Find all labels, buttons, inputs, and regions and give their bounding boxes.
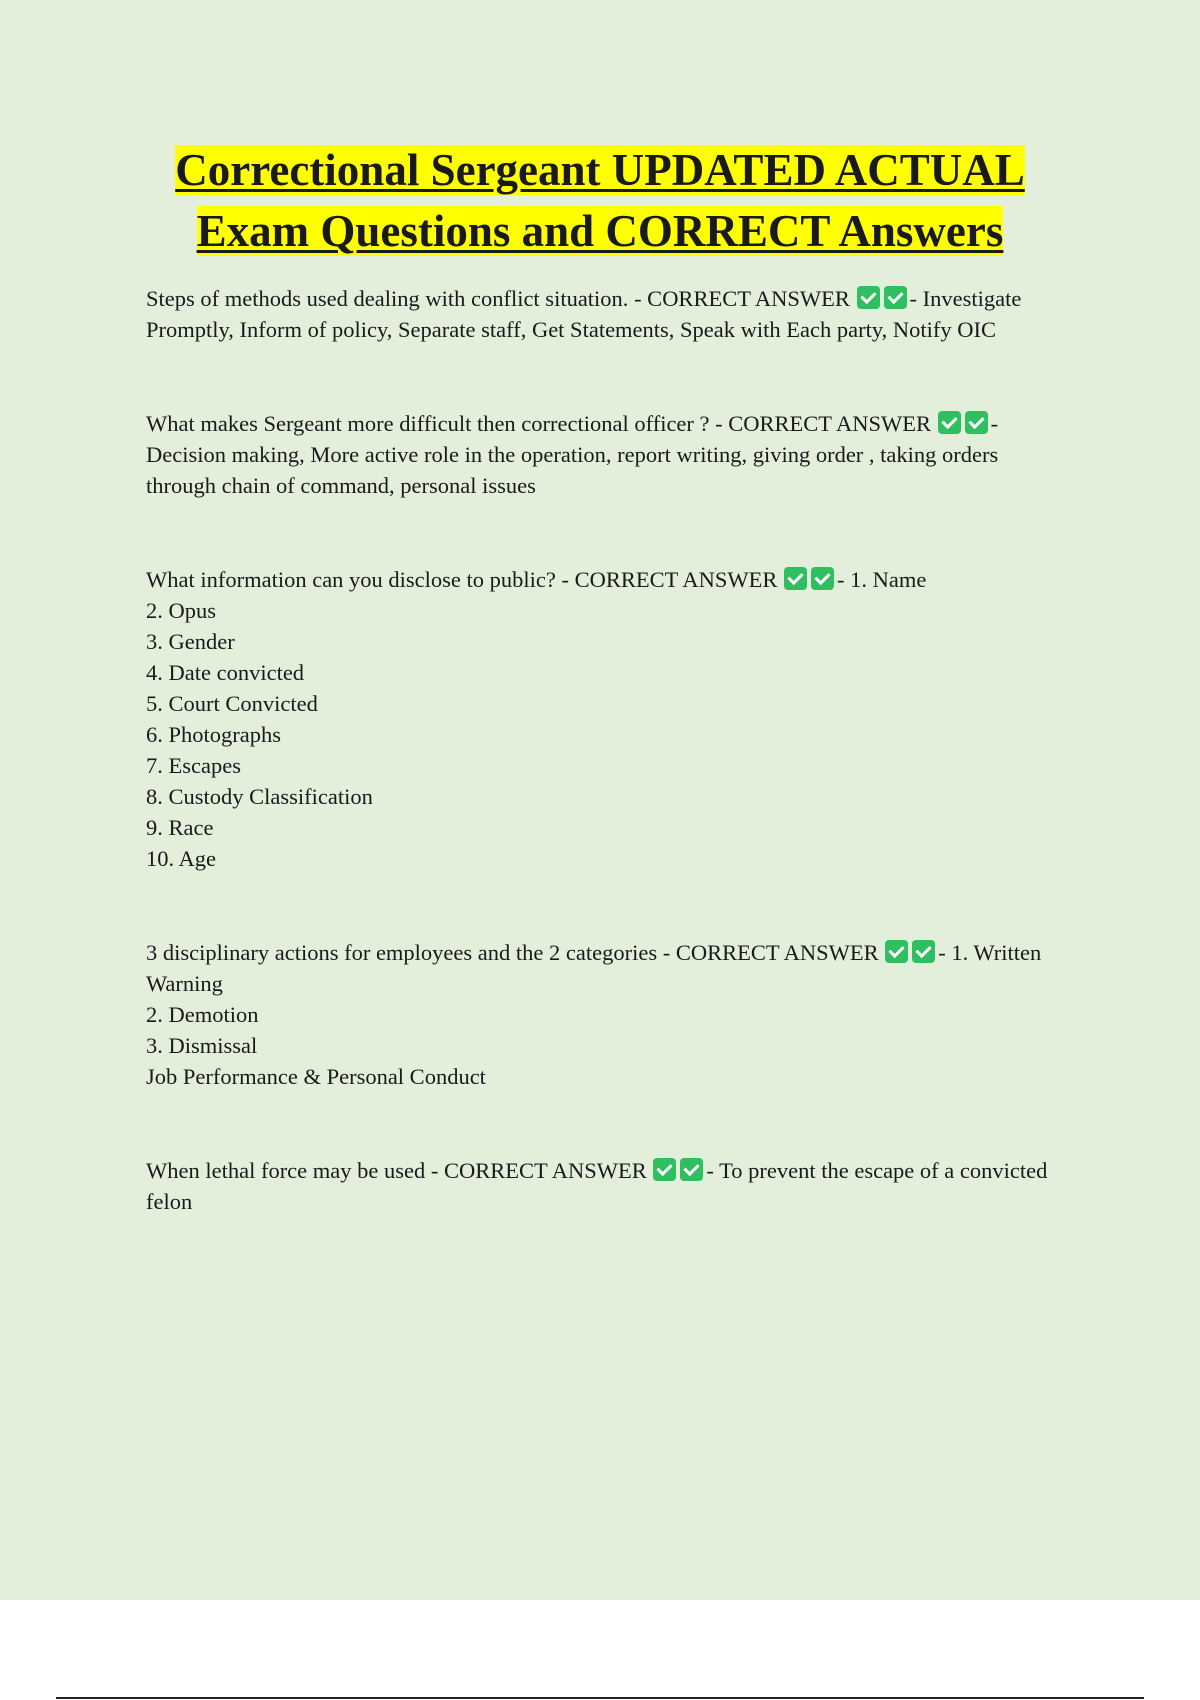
answer-text: Investigate Promptly, Inform of policy, Separate staff, Get Statements, Speak with Each party, Notify OIC bbox=[146, 286, 1022, 342]
checkmark-box-icon bbox=[938, 411, 961, 434]
answer-marker: - CORRECT ANSWER bbox=[662, 940, 879, 965]
answer-list-item: 2. Opus bbox=[146, 598, 217, 623]
checkmark-box-icon bbox=[912, 940, 935, 963]
answer-text: Decision making, More active role in the operation, report writing, giving order , taking orders through chain of command, personal issues bbox=[146, 442, 999, 498]
answer-list-item: 7. Escapes bbox=[146, 753, 241, 778]
qa-text: When lethal force may be used - CORRECT ANSWER - To prevent the escape of a convicted felon bbox=[146, 1158, 1048, 1214]
question-text: 3 disciplinary actions for employees and the 2 categories bbox=[146, 940, 658, 965]
qa-item bbox=[146, 564, 1066, 874]
checkmark-box-icon bbox=[653, 1158, 676, 1181]
answer-list-item: 9. Race bbox=[146, 815, 214, 840]
answer-text: 1. Written Warning bbox=[146, 940, 1042, 996]
checkmark-box-icon bbox=[884, 286, 907, 309]
answer-marker: - CORRECT ANSWER bbox=[634, 286, 850, 311]
checkmark-box-icon bbox=[885, 940, 908, 963]
answer-list-item: Job Performance & Personal Conduct bbox=[146, 1064, 486, 1089]
checkmark-box-icon bbox=[680, 1158, 703, 1181]
answer-list-item: 2. Demotion bbox=[146, 1002, 259, 1027]
qa-text: What makes Sergeant more difficult then correctional officer ? - CORRECT ANSWER - Decision making, More active role in the operation, report writing, giving order , taking orders through chain of command, personal issues bbox=[146, 411, 999, 498]
answer-list-item: 3. Dismissal bbox=[146, 1033, 258, 1058]
answer-text: 1. Name bbox=[850, 567, 927, 592]
checkmark-box-icon bbox=[784, 567, 807, 590]
answer-marker: - CORRECT ANSWER bbox=[430, 1158, 647, 1183]
title-line-1: Correctional Sergeant UPDATED ACTUAL bbox=[175, 145, 1025, 195]
answer-list-item: 3. Gender bbox=[146, 629, 235, 654]
answer-list-item: 8. Custody Classification bbox=[146, 784, 373, 809]
answer-list-item: 5. Court Convicted bbox=[146, 691, 318, 716]
answer-marker: - CORRECT ANSWER bbox=[561, 567, 778, 592]
qa-list bbox=[146, 283, 1066, 1280]
title-line-2: Exam Questions and CORRECT Answers bbox=[196, 206, 1004, 256]
answer-list-item: 4. Date convicted bbox=[146, 660, 305, 685]
document-title bbox=[0, 140, 1200, 262]
qa-item bbox=[146, 937, 1066, 1092]
checkmark-box-icon bbox=[811, 567, 834, 590]
answer-marker: - CORRECT ANSWER bbox=[715, 411, 932, 436]
question-text: When lethal force may be used bbox=[146, 1158, 426, 1183]
footer-divider bbox=[56, 1697, 1144, 1699]
qa-text: 3 disciplinary actions for employees and the 2 categories - CORRECT ANSWER - 1. Written Warning bbox=[146, 940, 1042, 996]
answer-text: To prevent the escape of a convicted felon bbox=[146, 1158, 1048, 1214]
question-text: What information can you disclose to public? bbox=[146, 567, 556, 592]
question-text: What makes Sergeant more difficult then correctional officer ? bbox=[146, 411, 710, 436]
qa-item bbox=[146, 283, 1066, 345]
question-text: Steps of methods used dealing with conflict situation. bbox=[146, 286, 629, 311]
answer-list-item: 10. Age bbox=[146, 846, 216, 871]
qa-item bbox=[146, 408, 1066, 501]
answer-list-item: 6. Photographs bbox=[146, 722, 281, 747]
qa-text: Steps of methods used dealing with conflict situation. - CORRECT ANSWER - Investigate Promptly, Inform of policy, Separate staff, Get Statements, Speak with Each party, Notify OIC bbox=[146, 286, 1022, 342]
qa-item bbox=[146, 1155, 1066, 1217]
qa-text: What information can you disclose to public? - CORRECT ANSWER - 1. Name bbox=[146, 567, 927, 592]
checkmark-box-icon bbox=[857, 286, 880, 309]
checkmark-box-icon bbox=[965, 411, 988, 434]
